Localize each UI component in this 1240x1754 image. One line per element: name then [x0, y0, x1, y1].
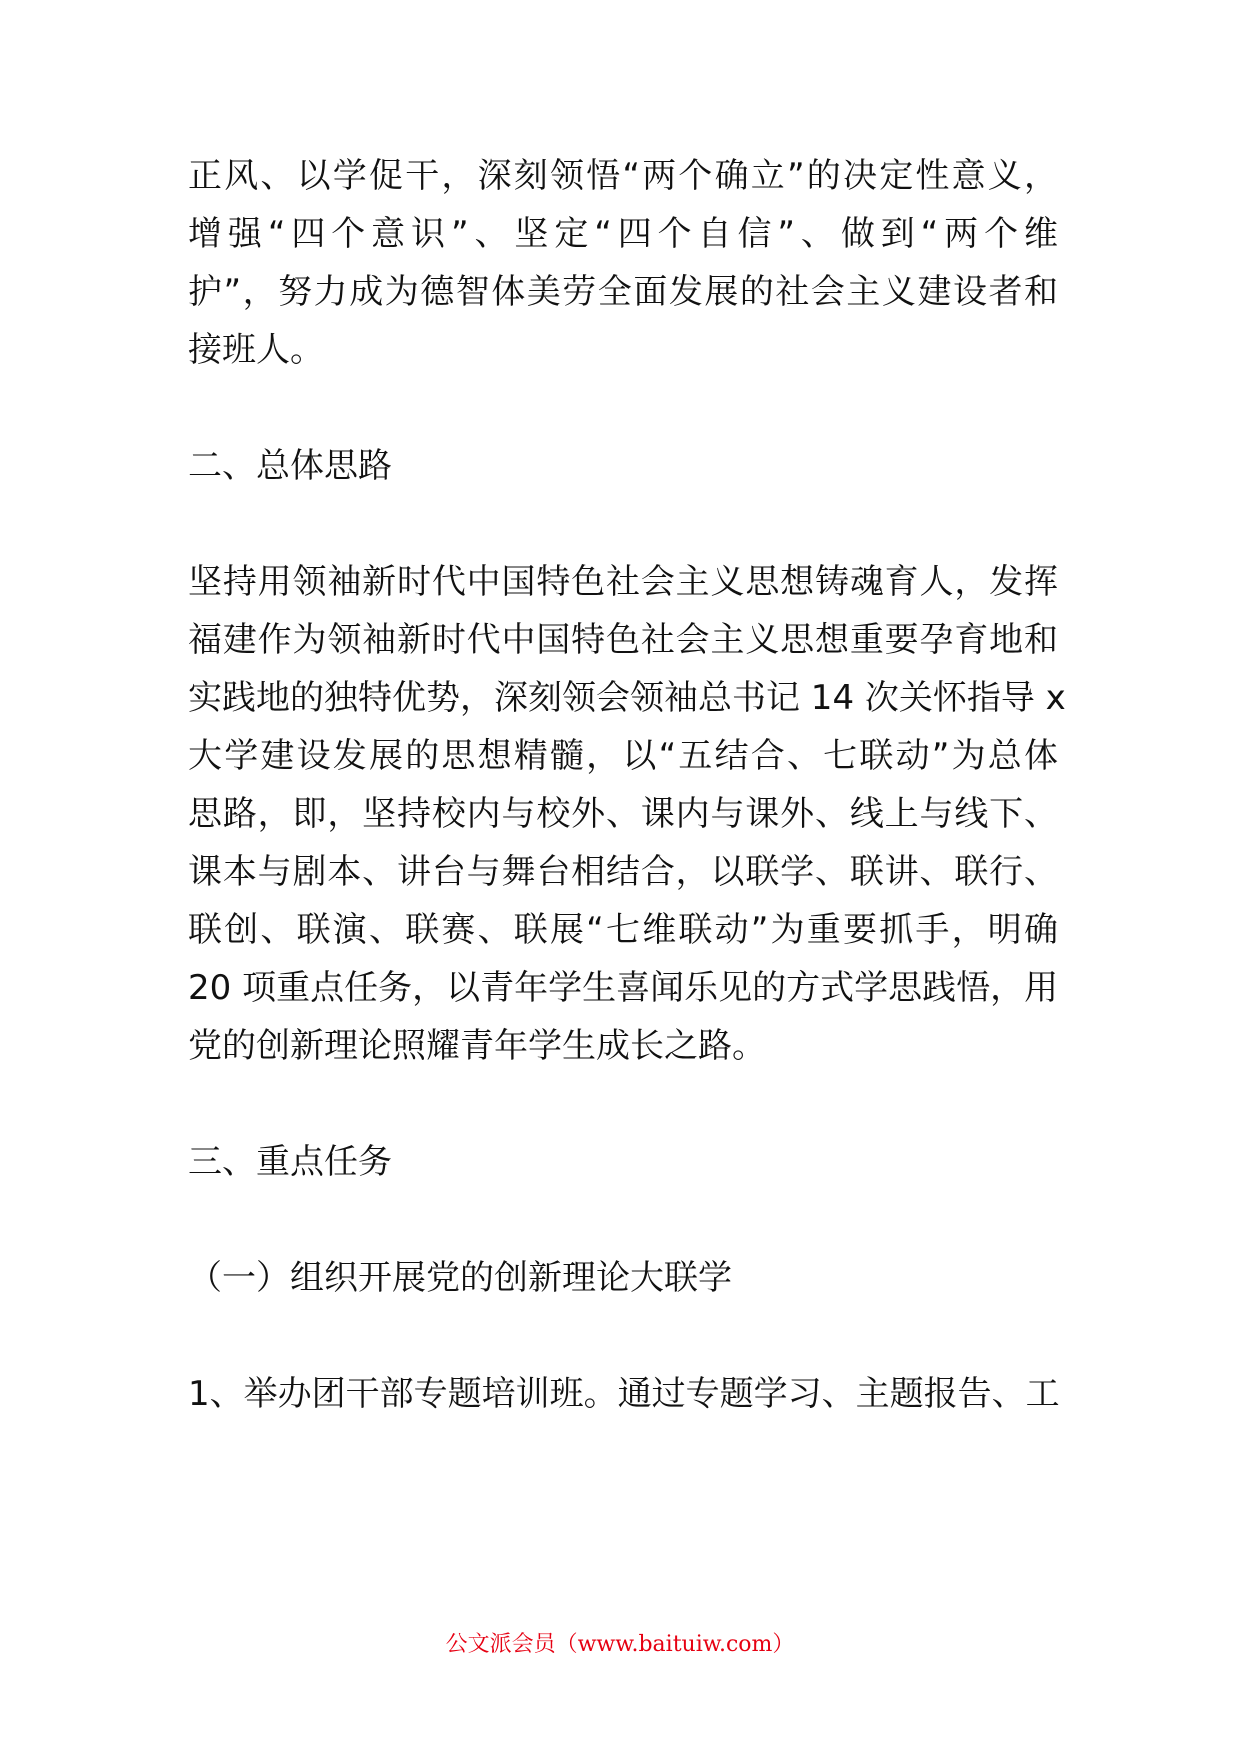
- paragraph-line: 20 项重点任务，以青年学生喜闻乐见的方式学思践悟，用: [188, 968, 1059, 1008]
- paragraph-line: 福建作为领袖新时代中国特色社会主义思想重要孕育地和: [188, 620, 1058, 660]
- subsection-heading: （一）组织开展党的创新理论大联学: [188, 1258, 732, 1298]
- paragraph-line: 接班人。: [188, 330, 324, 370]
- paragraph-line: 思路，即，坚持校内与校外、课内与课外、线上与线下、: [188, 794, 1058, 834]
- paragraph-line: 课本与剧本、讲台与舞台相结合，以联学、联讲、联行、: [188, 852, 1058, 892]
- paragraph-line: 实践地的独特优势，深刻领会领袖总书记 14 次关怀指导 x: [188, 678, 1066, 718]
- paragraph-line: 大学建设发展的思想精髓，以“五结合、七联动”为总体: [188, 736, 1058, 776]
- paragraph-line: 1、举办团干部专题培训班。通过专题学习、主题报告、工: [188, 1374, 1060, 1414]
- footer-watermark: 公文派会员（www.baituiw.com）: [445, 1632, 795, 1657]
- paragraph-line: 正风、以学促干，深刻领悟“两个确立”的决定性意义，: [188, 156, 1058, 196]
- paragraph-line: 联创、联演、联赛、联展“七维联动”为重要抓手，明确: [188, 910, 1058, 950]
- section-heading: 三、重点任务: [188, 1142, 392, 1182]
- paragraph-line: 护”，努力成为德智体美劳全面发展的社会主义建设者和: [188, 272, 1058, 312]
- paragraph-line: 党的创新理论照耀青年学生成长之路。: [188, 1026, 766, 1066]
- paragraph-line: 坚持用领袖新时代中国特色社会主义思想铸魂育人，发挥: [188, 562, 1058, 602]
- paragraph-line: 增强“四个意识”、坚定“四个自信”、做到“两个维: [188, 214, 1058, 254]
- section-heading: 二、总体思路: [188, 446, 392, 486]
